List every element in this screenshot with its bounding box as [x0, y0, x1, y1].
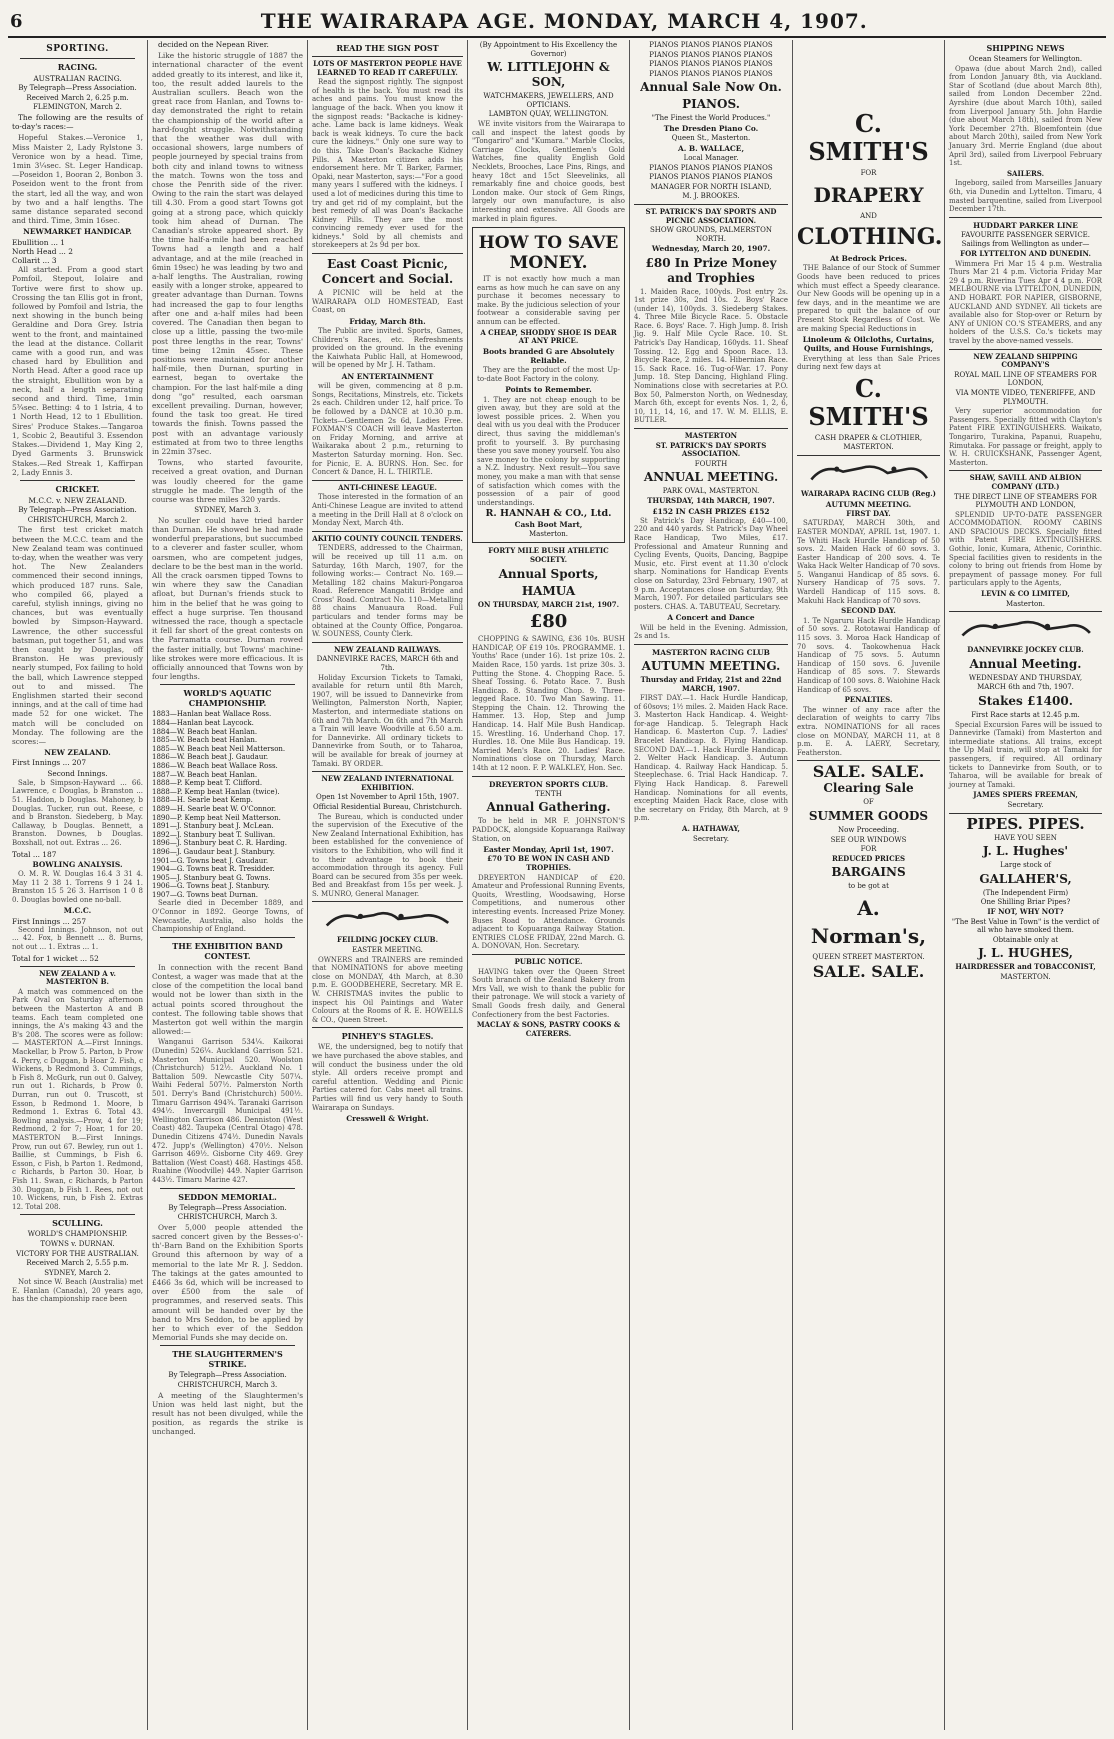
exhibition-bureau: Official Residential Bureau, Christchurch.: [313, 802, 462, 811]
direct-line: THE DIRECT LINE OF STEAMERS FOR PLYMOUTH AND LONDON,: [954, 492, 1097, 510]
of-line: OF: [863, 798, 874, 807]
first-day-heading: FIRST DAY.: [846, 508, 891, 518]
boots-line: Boots branded G are Absolutely Reliable.: [482, 346, 615, 366]
slaughter-heading: THE SLAUGHTERMEN'S STRIKE.: [172, 1349, 283, 1370]
article-body: St Patrick's Day Handicap, £40—100, 220 and 440 yards. St Patrick's Day Wheel Race Handicap, Two Miles, £17. Professional and Amateur Running and Cycling Events, Quoits, Dancing, Bagpipe Music, etc. First event at 11.30 o'clock sharp. Nominations for Handicap Events close on Saturday, 23rd February, 1907, at 9 p.m. Acceptances close on Saturday, 9th March, 1907. For detailed particulars see posters. CHAS. A. TABUTEAU, Secretary.: [634, 516, 788, 611]
article-body: They are the product of the most Up-to-date Boot Factory in the colony.: [477, 366, 620, 383]
maclay-line: MACLAY & SONS, PASTRY COOKS & CATERERS.: [476, 1020, 621, 1038]
hairdresser-line: HAIRDRESSER and TOBACCONIST,: [955, 962, 1096, 972]
eighty-prize-line: £80 In Prize Money and Trophies: [645, 255, 777, 285]
received-line: Received March 2, 6.25 p.m.: [26, 93, 129, 102]
sailings-line: Sailings from Wellington as under—: [961, 240, 1090, 249]
article-body: Very superior accommodation for Passengers. Specially fitted with Clayton's Patent FIRE EXTINGUISHERS. Waikato, Tongariro, Turakina, Papanui, Ruapehu, Rimutaka. For passage or freight, apply to W. H. CRUICKSHANK, Passenger Agent, Masterton.: [949, 407, 1102, 467]
bowling-table: O. M. R. W. Douglas 16.4 3 31 4. May 11 2 38 1. Torrens 9 1 24 1. Branston 15 5 26 3. Harrison 1 0 8 0. Douglas bowled one no-ball.: [12, 869, 143, 904]
independent-line: (The Independent Firm): [982, 888, 1069, 897]
sculling-heading: SCULLING.: [52, 1218, 103, 1229]
thursday-line: ON THURSDAY, MARCH 21st, 1907.: [477, 599, 620, 609]
victory-heading: VICTORY FOR THE AUSTRALIAN.: [16, 1249, 139, 1258]
lots-heading: LOTS OF MASTERTON PEOPLE HAVE LEARNED TO READ IT CAREFULLY.: [313, 59, 462, 77]
horse-race-illustration: [805, 460, 932, 486]
byline: By Telegraph—Press Association.: [168, 1203, 287, 1212]
pianos-heading: PIANOS.: [682, 97, 740, 112]
huddart-heading: HUDDART PARKER LINE: [973, 220, 1078, 230]
mcc-first-innings: First Innings ... 257: [12, 916, 87, 926]
article-body: Read the signpost rightly. The signpost of health is the back. You must read its aches and pains. You must know the language of the back. When you know it the signpost reads: "Backache is kidney-ache. Lame back is lame kidneys. Weak back is weak kidneys. To cure the back cure the kidneys." Only one sure way to do this. Take Doan's Backache Kidney Pills. A Masterton citizen adds his endorsement here. Mr T. Barker, Farmer, Opaki, near Masterton, says:—"For a good many years I suffered with the kidneys. I used a lot of medicines during this time to try and get rid of my complaint, but the best remedy of all was Doan's Backache Kidney Pills. They are the most convincing remedy ever used for the kidneys." Sold by all chemists and storekeepers at 2s 9d per box.: [312, 78, 463, 250]
nz-shipping-heading: NEW ZEALAND SHIPPING COMPANY'S: [973, 351, 1078, 370]
article-body: THE Balance of our Stock of Summer Goods have been reduced to prices which must effect a Speedy clearance. Our New Goods will be opening up in a few days, and in the meantime we are prepared to quit the balance of our Present Stock Regardless of Cost. We are making Special Reductions in: [797, 264, 940, 333]
article-body: OWNERS and TRAINERS are reminded that NOMINATIONS for above meeting close on MONDAY, 4th March, at 8.30 p.m. E. GOODBEHERE, Secretary. MR E. W. CHRISTMAS invites the public to inspect his Oil Paintings and Water Colours at the Rooms of R. E. HOWELLS & CO., Queen Street.: [312, 955, 463, 1024]
newspaper-title: THE WAIRARAPA AGE. MONDAY, MARCH 4, 1907.: [260, 9, 868, 33]
page-number: 6: [10, 10, 23, 32]
newspaper-page: [8, 6, 1106, 1733]
section-heading: SPORTING.: [46, 44, 109, 54]
article-body: WE invite visitors from the Wairarapa to call and inspect the latest goods by "Tongariro" and "Kumara." Marble Clocks, Carriage Clocks, Gentlemen's Gold Watches, fine quality English Gold Necklets, Brooches, Lace Pins, Rings, and heavy 18ct and 15ct Sleevelinks, all remarkably fine and choice goods, best London make. Our stock of Gem Rings, largely our own manufacture, is also interesting and extensive. All Goods are marked in plain figures.: [472, 119, 625, 223]
cricket-heading: CRICKET.: [55, 483, 100, 494]
article-body: 1. They are not cheap enough to be given away, but they are sold at the lowest possible prices. 2. When you deal with us you deal with the Producer direct, thus saving the middleman's profit to yourself. 3. By purchasing these you save money yourself. You also save money to the colony by supporting a N.Z. Industry. Next result—You save money, you make a man with that sense of satisfaction which comes with the possession of a pair of good understandings.: [477, 395, 620, 507]
march-line: MARCH 6th and 7th, 1907.: [977, 683, 1074, 692]
article-body: A match was commenced on the Park Oval on Saturday afternoon between the Masterton A and B teams. Each team completed one innings, the A's making 43 and the B's 208. The scores were as follow:— MASTERTON A.—First Innings. Mackellar, b Prow 5. Parton, b Prow 4. Perry, c Duggan, b Hoar 2. Fish, c Wickens, b Redmond 3. Cummings, b Fish 8. McGurk, run out 0. Galvey, run out 1. Richards, b Prow 0. Durran, run out 0. Truscott, st Esson, b Redmond 1. Moore, b Redmond 1. Extras 6. Total 43. Bowling analysis.—Prow, 4 for 19; Redmond, 2 for 7; Hoar, 1 for 20. MASTERTON B.—First Innings. Prow, run out 67. Bewley, run out 1. Baillie, st Cummings, b Fish 6. Esson, c Fish, b Parton 1. Redmond, c Richards, b Parton 30. Hoar, b Fish 11. Swan, c Richards, b Parton 30. Duggan, b Fish 1. Rees, not out 10. Wickens, run, b Fish 2. Extras 12. Total 208.: [12, 987, 143, 1211]
article-body: SATURDAY, MARCH 30th, and EASTER MONDAY, APRIL 1st, 1907. 1. Te Whiti Hack Hurdle Handicap of 50 sovs. 2. Maiden Hack of 60 sovs. 3. Easter Handicap of 200 sovs. 4. Te Waka Hack Welter Handicap of 70 sovs. 5. Wanganui Handicap of 85 sovs. 6. Nursery Handicap of 75 sovs. 7. Wardell Handicap of 115 sovs. 8. Makuhi Hack Handicap of 70 sovs.: [797, 519, 940, 605]
queen-street-line: QUEEN STREET MASTERTON.: [812, 952, 925, 961]
how-to-save-heading: HOW TO SAVE MONEY.: [478, 233, 619, 274]
sale-heading-2: SALE. SALE.: [812, 961, 925, 981]
gallaher-line: GALLAHER'S,: [979, 871, 1072, 886]
jl-hughes-line: J. L. HUGHES,: [978, 946, 1073, 961]
stakes-line: Stakes £1400.: [978, 694, 1073, 709]
article-body: Like the historic struggle of 1887 the international character of the event added greatly to its interest, and like it, too, the result added laurels to the Australian scullers. Beach won the great race from Hanlan, and Towns to-day demonstrated the right to retain the championship of the world after a hard-fought struggle. Notwithstanding that the weather was dull with occasional showers, large numbers of people journeyed by special trains from both city and inland towns to witness the match. Towns won the toss and chose the Penrith side of the river. Owing to the rain the start was delayed till 4.30. From a good start Towns got going at a strong pace, which quickly took him ahead of Durnan. The Canadian's stroke appeared short. By the time half-a-mile had been reached Towns had a length and a half advantage, and at the mile (reached in 6min 19sec) he was leading by two and a-half lengths. The Australian, rowing easily with a longer stroke, appeared to greater advantage than Durnan. Towns had increased the gap to four lengths after one and a-half miles had been covered. The Canadian then began to close up a little, passing the two-mile post three lengths in the rear, Towns' time being 12min 45sec. These positions were maintained for another half-mile, then Durnan, spurting in earnest, began to overtake the champion. For the last half-mile a ding dong "go" resulted, each oarsman excellent prevailing. Durnan, however, found the task too great. He tired towards the finish. Towns passed the post with an advantage variously estimated at from two to three lengths in 22min 37sec.: [152, 51, 303, 456]
obtainable-line: Obtainable only at: [992, 935, 1059, 944]
stock-line: Large stock of: [1000, 861, 1051, 870]
article-body: Holiday Excursion Tickets to Tamaki, available for return until 8th March, 1907, will be issued to Dannevirke from Wellington, Palmerston North, Napier, Masterton, and intermediate stations on 6th and 7th March. On 6th and 7th March a Train will leave Woodville at 6.50 a.m. for Dannevirke. All ordinary tickets to Dannevirke from South, or to Taharoa, will be available for break of journey at Tamaki. BY ORDER.: [312, 673, 463, 768]
c-smiths-heading: C. SMITH'S: [808, 109, 929, 166]
results-intro: The following are the results of to-day's races:—: [12, 112, 143, 132]
concert-line: A Concert and Dance: [667, 613, 755, 623]
pipes-heading: PIPES. PIPES.: [966, 814, 1085, 833]
article-body: No sculler could have tried harder than Durnan. He showed he had made wonderful preparations, but succumbed to a cleverer and faster sculler, whom oarsmen, who are competent judges, declare to be the best man in the world. All the crack oarsmen tipped Towns to win where they saw the Canadian afloat, but Durnan's friends stuck to him in the belief that he was going to effect a huge surprise. Ten thousand witnessed the race, though a spectacle it fell far short of the great contests on the Parramatta course. Durnan rowed the faster initially, but Towns' machine-like strokes were more efficacious. It is officially announced that Towns won by four lengths.: [152, 515, 303, 682]
masterton-line: MASTERTON.: [843, 443, 894, 452]
hamua-heading: HAMUA: [521, 583, 576, 598]
wairarapa-rc-heading: WAIRARAPA RACING CLUB (Reg.): [801, 488, 936, 498]
dateline: CHRISTCHURCH, March 3.: [177, 1213, 278, 1222]
local-manager-line: Local Manager.: [683, 153, 739, 162]
friday-line: Friday, March 8th.: [349, 316, 426, 326]
bowling-heading: BOWLING ANALYSIS.: [32, 859, 123, 869]
pianos-row: PIANOS PIANOS PIANOS PIANOS: [649, 163, 773, 172]
article-body: Everything at less than Sale Prices during next few days at: [797, 354, 940, 372]
cresswell-line: Cresswell & Wright.: [346, 1114, 429, 1124]
exhibition-dates: Open 1st November to April 15th, 1907.: [315, 793, 459, 802]
lyttelton-line: FOR LYTTELTON AND DUNEDIN.: [960, 249, 1091, 259]
watchmakers-line: WATCHMAKERS, JEWELLERS, AND OPTICIANS.: [483, 92, 614, 109]
annual-sale-heading: Annual Sale Now On.: [640, 80, 782, 95]
article-body: IT is not exactly how much a man earns as how much he can save on any purchase it becomes necessary to make. By the judicious selection of your footwear a considerable saving per annum can be effected.: [477, 275, 620, 327]
band-contest-heading: THE EXHIBITION BAND CONTEST.: [172, 940, 283, 961]
st-patricks-heading: ST. PATRICK'S DAY SPORTS AND PICNIC ASSOCIATION.: [645, 206, 777, 225]
wallace-line: A. B. WALLACE,: [677, 143, 745, 153]
column-news: [148, 40, 308, 1730]
now-proceeding-line: Now Proceeding.: [838, 825, 899, 834]
column-shipping: [945, 40, 1106, 1730]
byline: By Telegraph—Press Association.: [18, 506, 137, 515]
finest-line: "The Finest the World Produces.": [651, 114, 771, 123]
dannevirke-heading: DANNEVIRKE RACES, MARCH 6th and 7th.: [316, 655, 459, 673]
second-day-heading: SECOND DAY.: [841, 606, 896, 616]
bedrock-line: At Bedrock Prices.: [830, 254, 907, 264]
towns-heading: TOWNS v. DURNAN.: [40, 1239, 115, 1248]
nz-heading: NEW ZEALAND.: [44, 748, 111, 758]
dresden-line: The Dresden Piano Co.: [663, 123, 759, 133]
mcc-heading: M.C.C.: [63, 906, 92, 916]
akitio-heading: AKITIO COUNTY COUNCIL TENDERS.: [312, 533, 463, 543]
champions-list: 1883—Hanlan beat Wallace Ross. 1884—Hanlan beat Laycock. 1884—W. Beach beat Hanlan. 1885—W. Beach beat Hanlan. 1885—W. Beach beat Neil Matterson. 1886—W. Beach beat J. Gaudaur. 1886—W. Beach beat Wallace Ross. 1887—W. Beach beat Hanlan. 1888—P. Kemp beat T. Clifford. 1888—P. Kemp beat Hanlan (twice). 1888—H. Searle beat Kemp. 1889—H. Searle beat W. O'Connor. 1890—P. Kemp beat Neil Matterson. 1891—J. Stanbury beat J. McLean. 1892—J. Stanbury beat T. Sullivan. 1896—J. Stanbury beat C. R. Harding. 1896—J. Gaudaur beat J. Stanbury. 1901—G. Towns beat J. Gaudaur. 1904—G. Towns beat R. Tresidder. 1905—J. Stanbury beat G. Towns. 1906—G. Towns beat J. Stanbury. 1907—G. Towns beat Durnan.: [152, 710, 288, 899]
autumn-meeting-heading: AUTUMN MEETING.: [825, 499, 912, 509]
st-patricks-heading-2: ST. PATRICK'S DAY SPORTS ASSOCIATION.: [655, 440, 767, 459]
article-body: To be held in MR F. JOHNSTON'S PADDOCK, alongside Kopuaranga Railway Station, on: [472, 817, 625, 843]
article-body: CHOPPING & SAWING, £36 10s. BUSH HANDICAP, OF £19 10s. PROGRAMME. 1. Youths' Race (under 16). 1st prize 10s. 2. Maiden Race, 150 yards. 1st prize 30s. 3. Putting the Stone. 4. Chopping Race. 5. Sheaf Tossing. 6. Potato Race. 7. Bush Handicap. 8. Standing Chop. 9. Three-legged Race. 10. Two Man Sawing. 11. Stepping the Chain. 12. Throwing the Hammer. 13. Hop, Step and Jump Handicap. 14. Half Mile Bush Handicap. 15. Wrestling. 16. Underhand Chop. 17. Hurdles. 18. One Mile Bus Handicap. 19. Married Men's Race. 20. Ladies' Race. Nominations close on Thursday, March 14th at 12 noon. F. P. WALKLEY, Hon. Sec.: [472, 635, 625, 773]
cheap-shoe-line: A CHEAP, SHODDY SHOE IS DEAR AT ANY PRICE.: [480, 327, 617, 346]
hughes-line: J. L. Hughes': [982, 844, 1069, 859]
masterton-heading: NEW ZEALAND A v. MASTERTON B.: [39, 968, 116, 987]
column-pianos: [630, 40, 793, 1730]
royal-mail-line: ROYAL MAIL LINE OF STEAMERS FOR LONDON,: [954, 370, 1097, 388]
have-you-line: HAVE YOU SEEN: [994, 833, 1057, 842]
dates-line: Thursday and Friday, 21st and 22nd MARCH, 1907.: [640, 674, 782, 693]
levin-line: LEVIN & CO LIMITED,: [981, 589, 1070, 599]
horse-race-illustration: [957, 616, 1094, 642]
prize-amount: £80: [529, 611, 568, 633]
tenth-line: TENTH: [535, 789, 562, 798]
best-value-line: "The Best Value in Town" is the verdict of all who have smoked them.: [951, 917, 1100, 935]
article-body: FIRST DAY.—1. Hack Hurdle Handicap, of 60sovs; 1½ miles. 2. Maiden Hack Race. 3. Masterton Hack Handicap. 4. Weight-for-age Handicap. 5. Telegraph Hack Handicap. 6. Masterton Cup. 7. Ladies' Bracelet Handicap. 8. Flying Handicap. SECOND DAY.—1. Hack Hurdle Handicap. 2. Welter Hack Handicap. 3. Autumn Handicap. 4. Railway Hack Handicap. 5. Steeplechase. 6. Trial Hack Handicap. 7. Flying Hack Handicap. 8. Farewell Handicap. Nominations for all events, excepting Maiden Hack Race, close with the secretary on Friday, 8th March, at 9 p.m.: [634, 694, 788, 823]
second-innings: Second Innings.: [47, 768, 108, 778]
to-be-got-line: to be got at: [848, 882, 889, 891]
cash-boot-line: Cash Boot Mart,: [514, 519, 583, 529]
easter-monday-line: Easter Monday, April 1st, 1907.: [483, 845, 614, 855]
article-body: A meeting of the Slaughtermen's Union was held last night, but the result has not been divulged, while the position, as regards the strike is unchanged.: [152, 1390, 303, 1437]
how-to-save-box: [472, 227, 625, 543]
spiers-line: JAMES SPIERS FREEMAN,: [973, 790, 1078, 800]
columns: [8, 40, 1106, 1730]
newmarket-heading: NEWMARKET HANDICAP.: [23, 227, 132, 237]
article-body: Not since W. Beach (Australia) met E. Hanlan (Canada), 20 years ago, has the championship race been: [12, 1278, 143, 1304]
bargains-line: BARGAINS: [831, 865, 906, 880]
article-body: Those interested in the formation of an Anti-Chinese League are invited to attend a meeting in the Drill Hall at 8 o'clock on Monday Next, March 4th.: [312, 493, 463, 528]
manager-north: MANAGER FOR NORTH ISLAND,: [650, 182, 772, 191]
sign-post-heading: READ THE SIGN POST: [336, 43, 439, 53]
forty-mile-heading: FORTY MILE BUSH ATHLETIC SOCIETY.: [488, 546, 609, 564]
lambton-line: LAMBTON QUAY, WELLINGTON.: [488, 110, 609, 119]
favourite-line: FAVOURITE PASSENGER SERVICE.: [960, 230, 1091, 239]
article-body: Special Excursion Fares will be issued to Dannevirke (Tamaki) from Masterton and intermediate stations. All trains, except the Up Mail train, will stop at Tamaki for passengers, if required. All ordinary tickets to Dannevirke from South, or to Taharoa, will be available for break of journey at Tamaki.: [949, 720, 1102, 789]
hannah-town: Masterton.: [529, 529, 568, 538]
linoleum-line: Linoleum & Oilcloths, Curtains, Quilts, and House Furnishings,: [802, 335, 935, 354]
band-table: Wanganui Garrison 534¼. Kaikorai (Dunedin) 526¼. Auckland Garrison 521. Masterton Municipal 520. Woolston (Christchurch) 512½. Auckland No. 1 Battalion 509. Newcastle City 507¼. Waihi Federal 507½. Palmerston North 501. Derry's Band (Christchurch) 500½. Timaru Garrison 494¾. Taranaki Garrison 494½. Invercargill Municipal 491½. Wellington Garrison 486. Denniston (West Coast) 482. Taupeka (Central Otago) 478. Dunedin Citizens 474½. Dunedin Navals 472. Jupp's (Wellington) 470½. Nelson Garrison 469½. Gisborne City 469. Grey Battalion (West Coast) 468. Hastings 458. Ruahine (Woodville) 449. Napier Garrison 443½. Timaru Marine 427.: [152, 1038, 303, 1184]
reduced-line: REDUCED PRICES: [831, 853, 906, 863]
sale-heading: SALE. SALE.: [812, 762, 925, 782]
entertainment-line: AN ENTERTAINMENT: [341, 372, 434, 382]
column-notices: [308, 40, 468, 1730]
appointment-line: (By Appointment to His Excellency the Governor): [479, 41, 618, 58]
if-not-line: IF NOT, WHY NOT?: [987, 906, 1064, 916]
ocean-line: Ocean Steamers for Wellington.: [968, 55, 1083, 63]
aus-racing-heading: AUSTRALIAN RACING.: [33, 74, 122, 83]
dateline: SYDNEY, March 2.: [44, 1268, 111, 1277]
secretary-line: Secretary.: [1007, 800, 1044, 809]
article-body: The first test cricket match between the M.C.C. team and the New Zealand team was continued to-day, when the weather was very hot. The New Zealanders commenced their second innings, which produced 187 runs. Sale, who compiled 66, played a careful, stylish innings, giving no chances, but was eventually bowled by Simpson-Hayward. Lawrence, the other successful batsman, put together 51, and was then caught by Douglas, off Branston. He was previously nearly stumped, Fox failing to hold the ball, which Lawrence stepped out to and missed. The Englishmen started their second innings, and at the call of time had made 52 for one wicket. The match will be concluded on Monday. The following are the scores:—: [12, 525, 143, 746]
dannevirke-heading: DANNEVIRKE JOCKEY CLUB.: [967, 645, 1084, 655]
for-line-2: FOR: [860, 845, 877, 854]
one-shilling-line: One Shilling Briar Pipes?: [980, 898, 1071, 907]
cash-draper-line: CASH DRAPER & CLOTHIER,: [814, 433, 923, 442]
mcc-total: Total for 1 wicket ... 52: [12, 953, 99, 963]
seddon-heading: SEDDON MEMORIAL.: [178, 1191, 277, 1202]
for-line: FOR: [860, 169, 877, 177]
hannah-line: R. HANNAH & CO., Ltd.: [485, 508, 612, 520]
received-line: Received March 2, 5.55 p.m.: [26, 1259, 129, 1268]
via-line: VIA MONTE VIDEO, TENERIFFE, AND PLYMOUTH.: [955, 388, 1096, 406]
show-grounds-line: SHOW GROUNDS, PALMERSTON NORTH.: [650, 226, 772, 243]
first-race-line: First Race starts at 12.45 p.m.: [971, 711, 1080, 720]
summer-goods-line: SUMMER GOODS: [808, 808, 929, 823]
drapery-heading: DRAPERY: [813, 182, 924, 207]
aquatic-heading: WORLD'S AQUATIC CHAMPIONSHIP.: [183, 688, 272, 709]
norman-heading: A. Norman's,: [810, 895, 927, 948]
anti-chinese-heading: ANTI-CHINESE LEAGUE.: [338, 482, 437, 492]
article-body: Will be held in the Evening. Admission, 2s and 1s.: [634, 623, 788, 641]
article-body: The Public are invited. Sports, Games, Children's Races, etc. Refreshments provided on the ground. In the evening the Kaiwhata Public Hall, at Homewood, will be opened by Mr J. H. Tatham.: [312, 327, 463, 370]
shaw-savill-heading: SHAW, SAVILL AND ALBION COMPANY (LTD.): [969, 473, 1082, 491]
masterton-heading: MASTERTON: [684, 431, 738, 441]
pianos-row: PIANOS PIANOS PIANOS PIANOS: [649, 41, 773, 49]
easter-heading: EASTER MEETING.: [352, 946, 423, 955]
article-body: A PICNIC will be held at the WAIRARAPA OLD HOMESTEAD, East Coast, on: [312, 289, 463, 315]
nz-railways-heading: NEW ZEALAND RAILWAYS.: [334, 644, 441, 654]
cricket-subheading: M.C.C. v. NEW ZEALAND.: [28, 495, 127, 505]
column-sporting: [8, 40, 148, 1730]
pianos-row: PIANOS PIANOS PIANOS PIANOS: [649, 173, 773, 182]
pianos-row: PIANOS PIANOS PIANOS PIANOS: [649, 60, 773, 69]
queen-st-line: Queen St., Masterton.: [671, 134, 751, 143]
c-smiths-heading-2: C. SMITH'S: [808, 373, 929, 431]
secretary-line: Secretary.: [693, 834, 729, 843]
article-body: Searle died in December 1889, and O'Connor in 1892. George Towns, of Newcastle, Australia, also holds the Championship of England.: [152, 899, 303, 934]
annual-sports-heading: Annual Sports,: [498, 566, 599, 581]
see-windows-line: SEE OUR WINDOWS: [830, 835, 907, 844]
dateline: CHRISTCHURCH, March 3.: [177, 1380, 278, 1389]
feilding-heading: FEILDING JOCKEY CLUB.: [336, 935, 439, 945]
points-heading: Points to Remember.: [505, 385, 592, 395]
levin-town: Masterton.: [1006, 599, 1045, 608]
annual-gathering-heading: Annual Gathering.: [486, 800, 611, 815]
article-body: In connection with the recent Band Contest, a wager was made that at the close of the competition the local band would not be lower than sixth in the actual points scored throughout the contest. The following table shows that Masterton got well within the margin allowed:—: [152, 962, 303, 1037]
horse-race-illustration: [320, 906, 455, 932]
article-body: The Bureau, which is conducted under the supervision of the Executive of the New Zealand International Exhibition, has been established for the convenience of visitors to the Exhibition, who will find it to their advantage to book their accommodation through its agency. Full Board can be secured from 35s per week. Bed and Breakfast from 15s per week. J. S. MUNRO, General Manager.: [312, 812, 463, 898]
article-body: Hopeful Stakes.—Veronice 1, Miss Maister 2, Lady Rylstone 3. Veronice won by a head. Time, 1min 3¼sec. St. Leger Handicap.—Poseidon 1, Booran 2, Bonbon 3. Poseidon went to the front from the start, led all the way, and won by two and a half lengths. The same distance separated second and third. Time, 3min 16sec.: [12, 133, 143, 226]
article-body: All started. From a good start Pomfoil, Stepout, Iolaire and Tortive were first to show up. Crossing the tan Ellis got in front, followed by Pomfoil and Istria, the next showing in the bunch being Geraldine and Dora Grey. Istria went to the front, and maintained the lead at the distance. Collarit came with a good run, and was chased hard by Ebullition and North Head. After a good race up the straight, Ebullition won by a neck, half a length separating second and third. Time, 1min 5¾sec. Betting: 4 to 1 Istria, 4 to 1 North Head, 12 to 1 Ebullition. Sires' Produce Stakes.—Tangaroa 1, Scobic 2, Beautiful 3. Essendon Stakes.—Dividend 1, May King 2, Dyed Garments 3. Brunswick Stakes.—Red Streak 1, Kaffirpan 2, Lady Ennis 3.: [12, 265, 143, 477]
pinhey-heading: PINHEY'S STAGLES.: [341, 1031, 434, 1042]
littlejohn-heading: W. LITTLEJOHN & SON,: [487, 60, 610, 90]
newmarket-results: Ebullition ... 1 North Head ... 2 Collarit ... 3: [12, 237, 73, 266]
article-body: TENDERS, addressed to the Chairman, will be received up till 11 a.m. on Saturday, 16th March, 1907, for the following works:— Contract No. 169.—Metalling 182 chains Makuri-Pongaroa Road. Reference Mangatiti Bridge and Cross' Road. Contract No. 110—Metalling 88 chains Manuaura Road. Full particulars and tender forms may be obtained at the County Office, Pongaroa. W. SOUNESS, County Clerk.: [312, 544, 463, 639]
byline: By Telegraph—Press Association.: [18, 84, 137, 93]
dateline: SYDNEY, March 3.: [194, 506, 261, 515]
park-oval-line: PARK OVAL, MASTERTON.: [662, 487, 760, 496]
article-body: The winner of any race after the declaration of weights to carry 7lbs extra. NOMINATIONS for all races close on MONDAY, MARCH 11, at 8 p.m. E. A. LAERY, Secretary, Featherston.: [797, 705, 940, 757]
masthead: [8, 6, 1106, 38]
byline: By Telegraph—Press Association.: [168, 1371, 287, 1380]
scorecard: Sale, b Simpson-Hayward ... 66. Lawrence, c Douglas, b Branston ... 51. Haddon, b Douglas. Mahoney, b Douglas. Tucker, run out. Reese, c and b Branston. Siedeberg, b May. Callaway, b Douglas. Bennett, a Branston. Downes, b Douglas. Boxshall, not out. Extras ... 26.: [12, 778, 143, 847]
column-adverts: [468, 40, 630, 1730]
masterton-line: MASTERTON.: [1000, 972, 1051, 981]
racing-club-heading: MASTERTON RACING CLUB: [652, 647, 770, 657]
racing-heading: RACING.: [57, 62, 98, 72]
dateline: FLEMINGTON, March 2.: [33, 103, 122, 112]
wednesday-line: Wednesday, March 20, 1907.: [651, 244, 771, 254]
article-body: DREYERTON HANDICAP of £20. Amateur and Professional Running Events, Quoits, Wrestling, Woodsawing, Horse Competitions, and numerous other interesting events. Increased Prize Money. Buses Road to Attendance. Grounds adjacent to Kopuaranga Railway Station. ENTRIES CLOSE FRIDAY, 22nd March. G. A. DONOVAN, Hon. Secretary.: [472, 873, 625, 951]
sailings-table: Wimmera Fri Mar 15 4 p.m. Westralia Thurs Mar 21 4 p.m. Victoria Friday Mar 29 4 p.m. Riverina Tues Apr 4 4 p.m. FOR MELBOURNE via LYTTELTON, DUNEDIN, AND HOBART. FOR NAPIER, GISBORNE, AUCKLAND AND SYDNEY. All tickets are available also for Stop-over or Return by ANY of UNION CO.'S STEAMERS, and any holders of the U.S.S. Co.'s tickets may travel by the above-named vessels.: [949, 259, 1102, 346]
article-body: HAVING taken over the Queen Street South branch of the Zealand Bakery from Mrs Vall, we wish to thank the public for their patronage. We will stock a variety of Small Goods fresh daily, and General Confectionery from the best Factories.: [472, 967, 625, 1019]
total-line: Total ... 187: [12, 849, 57, 859]
wed-thu-line: WEDNESDAY AND THURSDAY,: [968, 673, 1083, 682]
exhibition-heading: NEW ZEALAND INTERNATIONAL EXHIBITION.: [321, 774, 454, 792]
column-drapery: [793, 40, 945, 1730]
mcc-second: Second Innings. Johnson, not out ... 42. Fox, b Bennett ... 8. Burns, not out ... 1. Extras ... 1.: [12, 925, 143, 951]
dreyerton-heading: DREYERTON SPORTS CLUB.: [488, 779, 609, 789]
and-line: AND: [860, 211, 877, 220]
seventy-line: £70 TO BE WON IN CASH AND TROPHIES.: [487, 854, 610, 873]
dateline: CHRISTCHURCH, March 2.: [27, 515, 128, 524]
sailers-line: SAILERS.: [1006, 168, 1045, 178]
first-innings: First Innings ... 207: [12, 758, 87, 768]
pianos-row: PIANOS PIANOS PIANOS PIANOS: [649, 50, 773, 59]
annual-meeting-heading: ANNUAL MEETING.: [643, 470, 779, 485]
public-notice-heading: PUBLIC NOTICE.: [514, 956, 583, 966]
brookes-line: M. J. BROOKES.: [682, 192, 740, 201]
penalties-heading: PENALTIES.: [844, 695, 893, 705]
worlds-heading: WORLD'S CHAMPIONSHIP.: [27, 1230, 128, 1239]
autumn-heading: AUTUMN MEETING.: [641, 658, 781, 673]
cash-prizes-line: £152 IN CASH PRIZES £152: [652, 506, 770, 516]
east-coast-heading: East Coast Picnic, Concert and Social.: [321, 257, 454, 287]
article-body: SPLENDID UP-TO-DATE PASSENGER ACCOMMODATION. ROOMY CABINS AND SPACIOUS DECKS. Specially fitted with Patent FIRE EXTINGUISHERS. Gothic, Ionic, Kumara, Athenic, Corinthic. Special facilities given to residents in the colony to bring out friends from Home by prepayment of passage money. For full particulars apply to the Agents,: [949, 510, 1102, 588]
annual-meeting-heading: Annual Meeting.: [969, 656, 1082, 671]
clearing-line: Clearing Sale: [823, 781, 914, 796]
article-body: will be given, commencing at 8 p.m. Songs, Recitations, Minstrels, etc. Tickets 2s each. Children under 12, half price. To be followed by a DANCE at 10.30 p.m. Tickets—Gentlemen 2s 6d, Ladies Free. FOXMAN'S COACH will leave Masterton on Friday Morning, and arrive at Waikaraka about 2 p.m., returning to Masterton Saturday morning. Hon. Sec. for Picnic, E. A. BURNS. Hon. Sec. for Concert & Dance, H. L. THIRTLE.: [312, 382, 463, 477]
article-body: WE, the undersigned, beg to notify that we have purchased the above stables, and will conduct the business under the old style. All orders receive prompt and careful attention. Wedding and Picnic Parties catered for. Cabs meet all trains. Parties will find us very handy to South Wairarapa on Sundays.: [312, 1043, 463, 1112]
article-body: Over 5,000 people attended the sacred concert given by the Besses-o'-th'-Barn Band on the Exhibition Sports Ground this afternoon by way of a memorial to the late Mr R. J. Seddon. The takings at the gates amounted to £466 3s 6d, which will be increased to over £500 from the sale of programmes, and reserved seats. This amount will be handed over by the band to Mrs Seddon, to be applied by her to which ever of the Seddon Memorial Funds she may decide on.: [152, 1222, 303, 1343]
fourth-line: FOURTH: [694, 459, 728, 468]
clothing-heading: CLOTHING.: [797, 224, 943, 251]
hathaway-line: A. HATHAWAY,: [682, 824, 740, 833]
shipping-heading: SHIPPING NEWS: [986, 43, 1065, 53]
article-body: Ingeborg, sailed from Marseilles January 6th, via Dunedin and Lyttelton. Timaru, 4 masted barquentine, sailed from Liverpool December 17th.: [949, 179, 1102, 214]
article-body: 1. Te Ngaruru Hack Hurdle Handicap of 50 sovs. 2. Rototawai Handicap of 115 sovs. 3. Moroa Hack Handicap of 70 sovs. 4. Taokowhenua Hack Handicap of 75 sovs. 5. Autumn Handicap of 150 sovs. 6. Juvenile Handicap of 85 sovs. 7. Stewards Handicap of 100 sovs. 8. Waiohine Hack Handicap of 65 sovs.: [797, 616, 940, 694]
pianos-row: PIANOS PIANOS PIANOS PIANOS: [649, 69, 773, 78]
article-body: Opawa (due about March 2nd), called from London January 8th, via Auckland. Star of Scotland (due about March 8th), sailed from London December 22nd. Ayrshire (due about March 10th), sailed from Liverpool January 5th. John Hardie (due about March 18th), sailed from New York December 27th. Bloemfontein (due about March 20th), sailed from New York January 3rd. Merrie England (due about April 3rd), sailed from Liverpool February 1st.: [949, 64, 1102, 168]
thursday-line: THURSDAY, 14th MARCH, 1907.: [647, 495, 775, 505]
article-body: Towns, who started favourite, received a great ovation, and Durnan was loudly cheered for the game struggle he made. The length of the course was three miles 320 yards.: [152, 458, 303, 504]
article-lead: decided on the Nepean River.: [158, 40, 269, 49]
article-body: 1. Maiden Race, 100yds. Post entry 2s. 1st prize 30s, 2nd 10s. 2. Boys' Race (under 14), 100yds. 3. Siedeberg Stakes. 4. Three Mile Bicycle Race. 5. Obstacle Race. 6. Boys' Race. 7. High Jump. 8. Irish Jig. 9. Half Mile Cycle Race. 10. St. Patrick's Day Handicap, 160yds. 11. Sheaf Tossing. 12. Egg and Spoon Race. 13. Bicycle Race, 2 miles. 14. Hibernian Race. 15. Sack Race. 16. Tug-of-War. 17. Pony Jump. 18. Step Dancing, Highland Fling. Nominations close with secretaries at P.O. Box 50, Palmerston North, on Wednesday, March 6th, except for events Nos. 1, 2, 6, 10, 11, 14, 16, and 17. W. M. ELLIS, E. BUTLER.: [634, 287, 788, 425]
